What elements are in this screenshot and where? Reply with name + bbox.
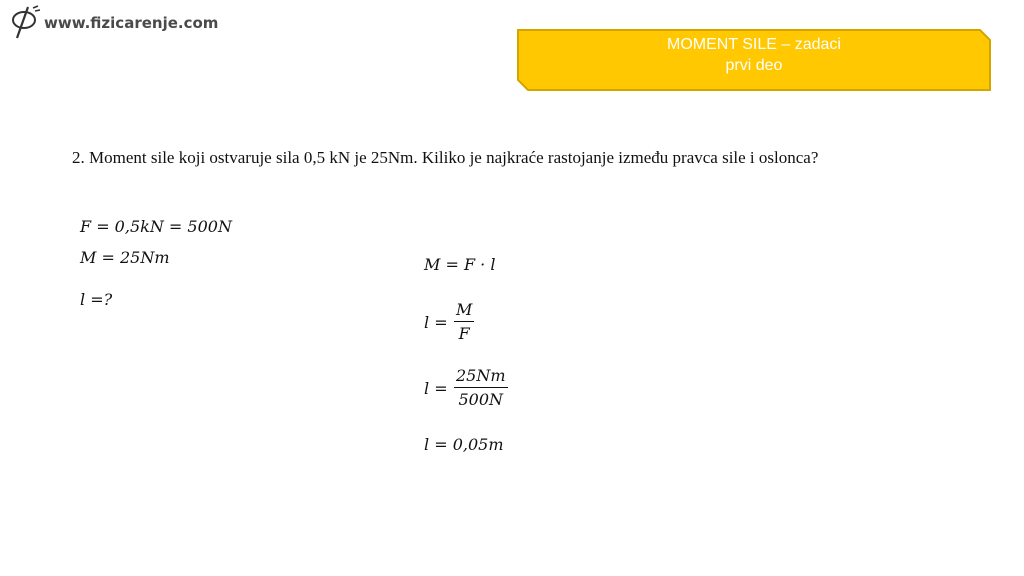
formula-distance-fraction <box>424 300 544 346</box>
problem-statement: 2. Moment sile koji ostvaruje sila 0,5 kN je 25Nm. Kiliko je najkraće rastojanje između pravca sile i oslonca? <box>72 148 819 167</box>
fraction-numerator: 25Nm <box>454 366 508 388</box>
result: l = 0,05m <box>424 435 504 454</box>
fraction-lhs: l = <box>424 379 448 398</box>
unknown-distance: l =? <box>80 290 113 309</box>
site-logo[interactable] <box>8 4 218 40</box>
title-banner <box>516 26 992 92</box>
given-force: F = 0,5kN = 500N <box>80 217 232 236</box>
substitution-fraction <box>424 366 564 412</box>
banner-title <box>516 34 992 76</box>
fraction-denominator: F <box>458 324 470 343</box>
logo-mark-icon <box>8 4 44 40</box>
fraction-numerator: M <box>454 300 474 322</box>
fraction-denominator: 500N <box>458 390 504 409</box>
banner-line-2: prvi deo <box>725 57 783 74</box>
given-moment: M = 25Nm <box>80 248 170 267</box>
formula-moment: M = F · l <box>424 255 496 274</box>
site-url[interactable]: www.fizicarenje.com <box>44 14 219 32</box>
fraction-lhs: l = <box>424 313 448 332</box>
banner-line-1: MOMENT SILE – zadaci <box>667 36 841 53</box>
